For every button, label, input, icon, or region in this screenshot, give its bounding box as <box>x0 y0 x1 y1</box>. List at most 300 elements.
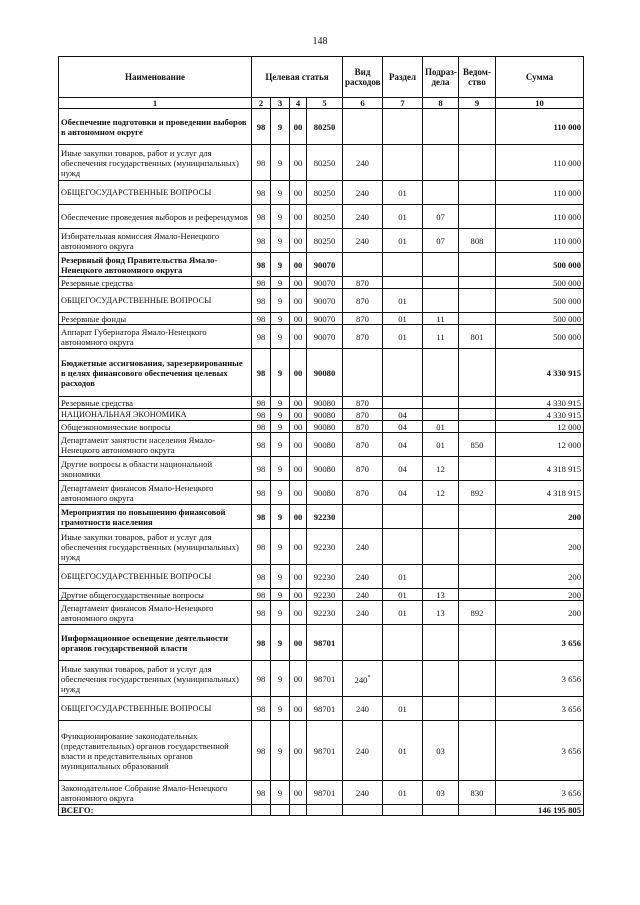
department-cell <box>459 145 496 181</box>
department-cell <box>459 625 496 661</box>
table-row <box>59 181 584 205</box>
section-cell <box>383 205 423 229</box>
target-article-part-text: 98 <box>256 367 266 378</box>
target-article-part <box>271 481 290 505</box>
target-article-part <box>290 181 307 205</box>
department-cell <box>459 349 496 397</box>
table-row <box>59 289 584 313</box>
target-article-part <box>271 229 290 253</box>
target-article-part-text: 98 <box>256 409 266 420</box>
row-name <box>59 661 252 697</box>
expense-type-cell <box>343 697 383 721</box>
target-article-part <box>252 481 271 505</box>
expense-type-cell-text: 240 <box>356 157 369 168</box>
sum-cell <box>496 625 584 661</box>
expense-type-cell <box>343 277 383 289</box>
sum-cell-text: 4 318 915 <box>546 487 581 498</box>
target-article-part-text: 9 <box>277 511 283 522</box>
table-row <box>59 529 584 565</box>
target-article-part-text: 00 <box>293 121 303 132</box>
target-article-code-text: 92230 <box>313 541 336 552</box>
target-article-code-text: 90080 <box>313 487 336 498</box>
row-name-text: Департамент финансов Ямало-Ненецкого автономного округа <box>61 602 214 623</box>
target-article-part <box>271 277 290 289</box>
target-article-code-text: 90080 <box>313 409 336 420</box>
target-article-part-text: 98 <box>256 673 266 684</box>
target-article-part <box>290 289 307 313</box>
table-row <box>59 109 584 145</box>
target-article-code <box>307 661 343 697</box>
target-article-part-text: 00 <box>293 295 303 306</box>
target-article-code-text: 90070 <box>313 331 336 342</box>
department-cell <box>459 229 496 253</box>
sum-cell <box>496 145 584 181</box>
row-name <box>59 229 252 253</box>
expense-type-cell <box>343 625 383 661</box>
sum-cell <box>496 253 584 277</box>
header-department: Ведом-ство <box>459 57 496 98</box>
sum-cell-text: 3 656 <box>561 745 581 756</box>
target-article-code-text: 80250 <box>313 211 336 222</box>
department-cell <box>459 601 496 625</box>
target-article-code <box>307 721 343 781</box>
section-cell <box>383 253 423 277</box>
sum-cell <box>496 505 584 529</box>
target-article-part-text: 00 <box>293 571 303 582</box>
section-cell-text: 04 <box>398 487 407 498</box>
target-article-code <box>307 409 343 421</box>
row-name <box>59 277 252 289</box>
target-article-part <box>252 565 271 589</box>
department-cell-text: 892 <box>470 487 484 498</box>
target-article-part-text: 00 <box>293 787 303 798</box>
target-article-part <box>252 601 271 625</box>
table-cell <box>423 805 459 816</box>
row-name-text: Резервный фонд Правительства Ямало-Ненецкого автономного округа <box>61 254 218 275</box>
target-article-part <box>290 229 307 253</box>
target-article-part-text: 9 <box>277 607 283 618</box>
target-article-code-text: 90080 <box>313 463 336 474</box>
sum-cell-text: 4 318 915 <box>546 463 581 474</box>
expense-type-cell-text: 870 <box>356 295 369 306</box>
subsection-cell <box>423 289 459 313</box>
section-cell <box>383 721 423 781</box>
target-article-part-text: 9 <box>277 295 283 306</box>
target-article-part <box>290 505 307 529</box>
sum-cell <box>496 481 584 505</box>
expense-type-cell-text: 240 <box>356 571 369 582</box>
department-cell-text: 801 <box>470 331 484 342</box>
section-cell <box>383 229 423 253</box>
row-name <box>59 181 252 205</box>
department-cell <box>459 721 496 781</box>
subsection-cell-text: 03 <box>436 787 445 798</box>
column-number: 9 <box>459 98 496 109</box>
target-article-part <box>290 601 307 625</box>
department-cell <box>459 697 496 721</box>
section-cell <box>383 109 423 145</box>
target-article-part-text: 00 <box>293 157 303 168</box>
target-article-part-text: 9 <box>277 211 283 222</box>
target-article-code <box>307 421 343 433</box>
department-cell <box>459 277 496 289</box>
target-article-code-text: 80250 <box>313 187 336 198</box>
target-article-code <box>307 697 343 721</box>
column-number: 6 <box>343 98 383 109</box>
row-name <box>59 589 252 601</box>
header-section: Раздел <box>383 57 423 98</box>
header-name: Наименование <box>59 57 252 98</box>
table-row <box>59 457 584 481</box>
target-article-part-text: 98 <box>256 277 266 288</box>
target-article-part <box>290 349 307 397</box>
sum-cell <box>496 229 584 253</box>
subsection-cell-text: 03 <box>436 745 445 756</box>
target-article-code <box>307 529 343 565</box>
sum-cell <box>496 529 584 565</box>
subsection-cell-text: 07 <box>436 211 445 222</box>
sum-cell-text: 3 656 <box>561 703 581 714</box>
subsection-cell <box>423 565 459 589</box>
table-cell <box>290 805 307 816</box>
section-cell <box>383 349 423 397</box>
table-row <box>59 505 584 529</box>
department-cell <box>459 589 496 601</box>
sum-cell-text: 3 656 <box>561 673 581 684</box>
table-row <box>59 661 584 697</box>
target-article-part <box>271 397 290 409</box>
section-cell <box>383 589 423 601</box>
target-article-part <box>271 325 290 349</box>
sum-cell <box>496 697 584 721</box>
target-article-part <box>271 505 290 529</box>
table-cell <box>383 805 423 816</box>
target-article-part <box>271 661 290 697</box>
row-name-text: ОБЩЕГОСУДАРСТВЕННЫЕ ВОПРОСЫ <box>61 187 212 197</box>
target-article-part <box>252 661 271 697</box>
expense-type-cell-text: 870 <box>356 313 369 324</box>
expense-type-cell <box>343 589 383 601</box>
expense-type-cell-text: 870 <box>356 409 369 420</box>
target-article-part <box>271 421 290 433</box>
table-row <box>59 349 584 397</box>
target-article-code-text: 90070 <box>313 259 336 270</box>
target-article-part <box>290 253 307 277</box>
target-article-part-text: 98 <box>256 637 266 648</box>
row-name <box>59 205 252 229</box>
target-article-code <box>307 277 343 289</box>
target-article-part-text: 00 <box>293 313 303 324</box>
target-article-part-text: 98 <box>256 211 266 222</box>
section-cell <box>383 145 423 181</box>
section-cell <box>383 397 423 409</box>
target-article-part-text: 98 <box>256 295 266 306</box>
department-cell <box>459 325 496 349</box>
target-article-part-text: 98 <box>256 235 266 246</box>
sum-cell <box>496 601 584 625</box>
target-article-code <box>307 397 343 409</box>
expense-type-cell <box>343 313 383 325</box>
table-row <box>59 433 584 457</box>
sum-cell-text: 12 000 <box>557 421 581 432</box>
target-article-part-text: 98 <box>256 607 266 618</box>
column-number: 8 <box>423 98 459 109</box>
row-name <box>59 481 252 505</box>
section-cell <box>383 697 423 721</box>
sum-cell <box>496 781 584 805</box>
department-cell <box>459 661 496 697</box>
target-article-part-text: 9 <box>277 259 283 270</box>
sum-cell-text: 12 000 <box>557 439 581 450</box>
row-name <box>59 505 252 529</box>
target-article-part-text: 9 <box>277 745 283 756</box>
total-row <box>59 805 584 816</box>
section-cell-text: 01 <box>398 295 407 306</box>
target-article-part-text: 9 <box>277 397 283 408</box>
footnote-mark: * <box>367 674 371 681</box>
section-cell-text: 01 <box>398 211 407 222</box>
table-row <box>59 625 584 661</box>
target-article-part-text: 9 <box>277 235 283 246</box>
subsection-cell-text: 12 <box>436 487 445 498</box>
target-article-part <box>271 589 290 601</box>
column-number: 5 <box>307 98 343 109</box>
row-name <box>59 253 252 277</box>
row-name <box>59 721 252 781</box>
table-row <box>59 397 584 409</box>
target-article-part <box>290 277 307 289</box>
table-body <box>59 109 584 805</box>
sum-cell-text: 3 656 <box>561 637 581 648</box>
target-article-part <box>290 457 307 481</box>
target-article-part-text: 00 <box>293 463 303 474</box>
target-article-code <box>307 229 343 253</box>
expense-type-cell <box>343 229 383 253</box>
budget-table <box>58 56 584 816</box>
department-cell <box>459 289 496 313</box>
row-name-text: Департамент финансов Ямало-Ненецкого автономного округа <box>61 482 214 503</box>
department-cell-text: 830 <box>470 787 484 798</box>
column-number: 7 <box>383 98 423 109</box>
table-row <box>59 481 584 505</box>
sum-cell-text: 500 000 <box>553 277 581 288</box>
section-cell-text: 01 <box>398 571 407 582</box>
target-article-part <box>252 313 271 325</box>
target-article-part-text: 00 <box>293 187 303 198</box>
sum-cell <box>496 313 584 325</box>
section-cell <box>383 457 423 481</box>
table-row <box>59 409 584 421</box>
header-sum: Сумма <box>496 57 584 98</box>
expense-type-cell <box>343 481 383 505</box>
expense-type-cell <box>343 721 383 781</box>
sum-cell-text: 200 <box>568 571 581 582</box>
department-cell <box>459 409 496 421</box>
expense-type-cell-text: 240 <box>356 187 369 198</box>
target-article-code-text: 80250 <box>313 157 336 168</box>
department-cell-text: 850 <box>470 439 484 450</box>
target-article-part <box>252 277 271 289</box>
department-cell <box>459 529 496 565</box>
expense-type-cell <box>343 349 383 397</box>
expense-type-cell-text: 870 <box>356 277 369 288</box>
section-cell-text: 01 <box>398 703 407 714</box>
section-cell-text: 01 <box>398 187 407 198</box>
sum-cell-text: 200 <box>568 511 581 522</box>
target-article-part <box>252 289 271 313</box>
sum-cell <box>496 205 584 229</box>
target-article-part-text: 9 <box>277 157 283 168</box>
target-article-part <box>252 457 271 481</box>
expense-type-cell-text: 870 <box>356 421 369 432</box>
target-article-code-text: 98701 <box>313 787 336 798</box>
expense-type-cell <box>343 661 383 697</box>
sum-cell <box>496 721 584 781</box>
department-cell <box>459 421 496 433</box>
target-article-part <box>271 313 290 325</box>
sum-cell-text: 500 000 <box>553 295 581 306</box>
subsection-cell-text: 13 <box>436 607 445 618</box>
target-article-part-text: 00 <box>293 637 303 648</box>
subsection-cell <box>423 529 459 565</box>
section-cell <box>383 529 423 565</box>
sum-cell <box>496 421 584 433</box>
table-row <box>59 721 584 781</box>
target-article-part-text: 9 <box>277 313 283 324</box>
row-name-text: Другие вопросы в области национальной экономики <box>61 458 213 479</box>
row-name <box>59 601 252 625</box>
sum-cell <box>496 457 584 481</box>
table-row <box>59 253 584 277</box>
target-article-code-text: 92230 <box>313 607 336 618</box>
row-name-text: ОБЩЕГОСУДАРСТВЕННЫЕ ВОПРОСЫ <box>61 295 212 305</box>
subsection-cell <box>423 349 459 397</box>
subsection-cell <box>423 181 459 205</box>
expense-type-cell-text: 240 <box>356 211 369 222</box>
total-label: ВСЕГО: <box>59 805 252 816</box>
subsection-cell <box>423 661 459 697</box>
expense-type-cell-text: 870 <box>356 463 369 474</box>
table-cell <box>307 805 343 816</box>
section-cell <box>383 289 423 313</box>
subsection-cell <box>423 325 459 349</box>
subsection-cell <box>423 781 459 805</box>
target-article-part <box>271 409 290 421</box>
table-row <box>59 229 584 253</box>
department-cell <box>459 481 496 505</box>
target-article-part-text: 9 <box>277 571 283 582</box>
row-name-text: Иные закупки товаров, работ и услуг для обеспечения государственных (муниципальных) нужд <box>61 531 239 562</box>
target-article-part-text: 98 <box>256 541 266 552</box>
row-name-text: Обеспечение проведения выборов и референдумов <box>61 211 248 222</box>
section-cell-text: 04 <box>398 421 407 432</box>
sum-cell <box>496 289 584 313</box>
row-name-text: Иные закупки товаров, работ и услуг для обеспечения государственных (муниципальных) нужд <box>61 147 239 178</box>
table-row <box>59 565 584 589</box>
target-article-part-text: 00 <box>293 331 303 342</box>
target-article-part-text: 00 <box>293 397 303 408</box>
target-article-part-text: 98 <box>256 397 266 408</box>
target-article-part-text: 98 <box>256 511 266 522</box>
target-article-part-text: 98 <box>256 121 266 132</box>
target-article-code-text: 92230 <box>313 511 336 522</box>
row-name-text: Резервные средства <box>61 277 133 288</box>
target-article-part <box>252 205 271 229</box>
target-article-part-text: 00 <box>293 211 303 222</box>
target-article-part-text: 9 <box>277 277 283 288</box>
row-name <box>59 325 252 349</box>
expense-type-cell <box>343 325 383 349</box>
section-cell <box>383 601 423 625</box>
sum-cell-text: 110 000 <box>553 235 581 246</box>
target-article-code <box>307 109 343 145</box>
target-article-part-text: 00 <box>293 607 303 618</box>
target-article-part <box>271 781 290 805</box>
target-article-part-text: 98 <box>256 463 266 474</box>
target-article-part <box>252 589 271 601</box>
target-article-code <box>307 781 343 805</box>
expense-type-cell-text: 870 <box>356 331 369 342</box>
expense-type-cell-text: 240 <box>356 787 369 798</box>
row-name <box>59 697 252 721</box>
target-article-part <box>252 721 271 781</box>
sum-cell-text: 200 <box>568 589 581 600</box>
section-cell-text: 01 <box>398 745 407 756</box>
header-subsection: Подраз-дела <box>423 57 459 98</box>
target-article-part-text: 00 <box>293 703 303 714</box>
target-article-part-text: 9 <box>277 787 283 798</box>
target-article-part-text: 98 <box>256 787 266 798</box>
section-cell-text: 01 <box>398 313 407 324</box>
row-name <box>59 109 252 145</box>
target-article-part-text: 9 <box>277 463 283 474</box>
target-article-part <box>271 433 290 457</box>
row-name-text: Резервные фонды <box>61 313 127 324</box>
expense-type-cell <box>343 457 383 481</box>
row-name <box>59 433 252 457</box>
section-cell <box>383 181 423 205</box>
target-article-part <box>271 253 290 277</box>
row-name <box>59 457 252 481</box>
row-name <box>59 625 252 661</box>
sum-cell-text: 110 000 <box>553 187 581 198</box>
target-article-part-text: 9 <box>277 121 283 132</box>
row-name-text: Мероприятия по повышению финансовой грамотности населения <box>61 506 226 527</box>
expense-type-cell-text: 240 <box>354 674 368 685</box>
header-target-article: Целевая статья <box>252 57 343 98</box>
table-row <box>59 277 584 289</box>
sum-cell-text: 200 <box>568 541 581 552</box>
target-article-part-text: 9 <box>277 331 283 342</box>
table-row <box>59 145 584 181</box>
section-cell-text: 04 <box>398 409 407 420</box>
sum-cell <box>496 277 584 289</box>
target-article-part-text: 98 <box>256 439 266 450</box>
target-article-code-text: 90080 <box>313 367 336 378</box>
target-article-part <box>290 589 307 601</box>
subsection-cell <box>423 481 459 505</box>
row-name-text: Общеэкономические вопросы <box>61 421 171 432</box>
target-article-code-text: 98701 <box>313 703 336 714</box>
sum-cell <box>496 397 584 409</box>
expense-type-cell <box>343 253 383 277</box>
target-article-code-text: 98701 <box>313 637 336 648</box>
department-cell-text: 892 <box>470 607 484 618</box>
section-cell <box>383 277 423 289</box>
sum-cell-text: 110 000 <box>553 157 581 168</box>
header-row <box>59 57 584 98</box>
expense-type-cell <box>343 397 383 409</box>
